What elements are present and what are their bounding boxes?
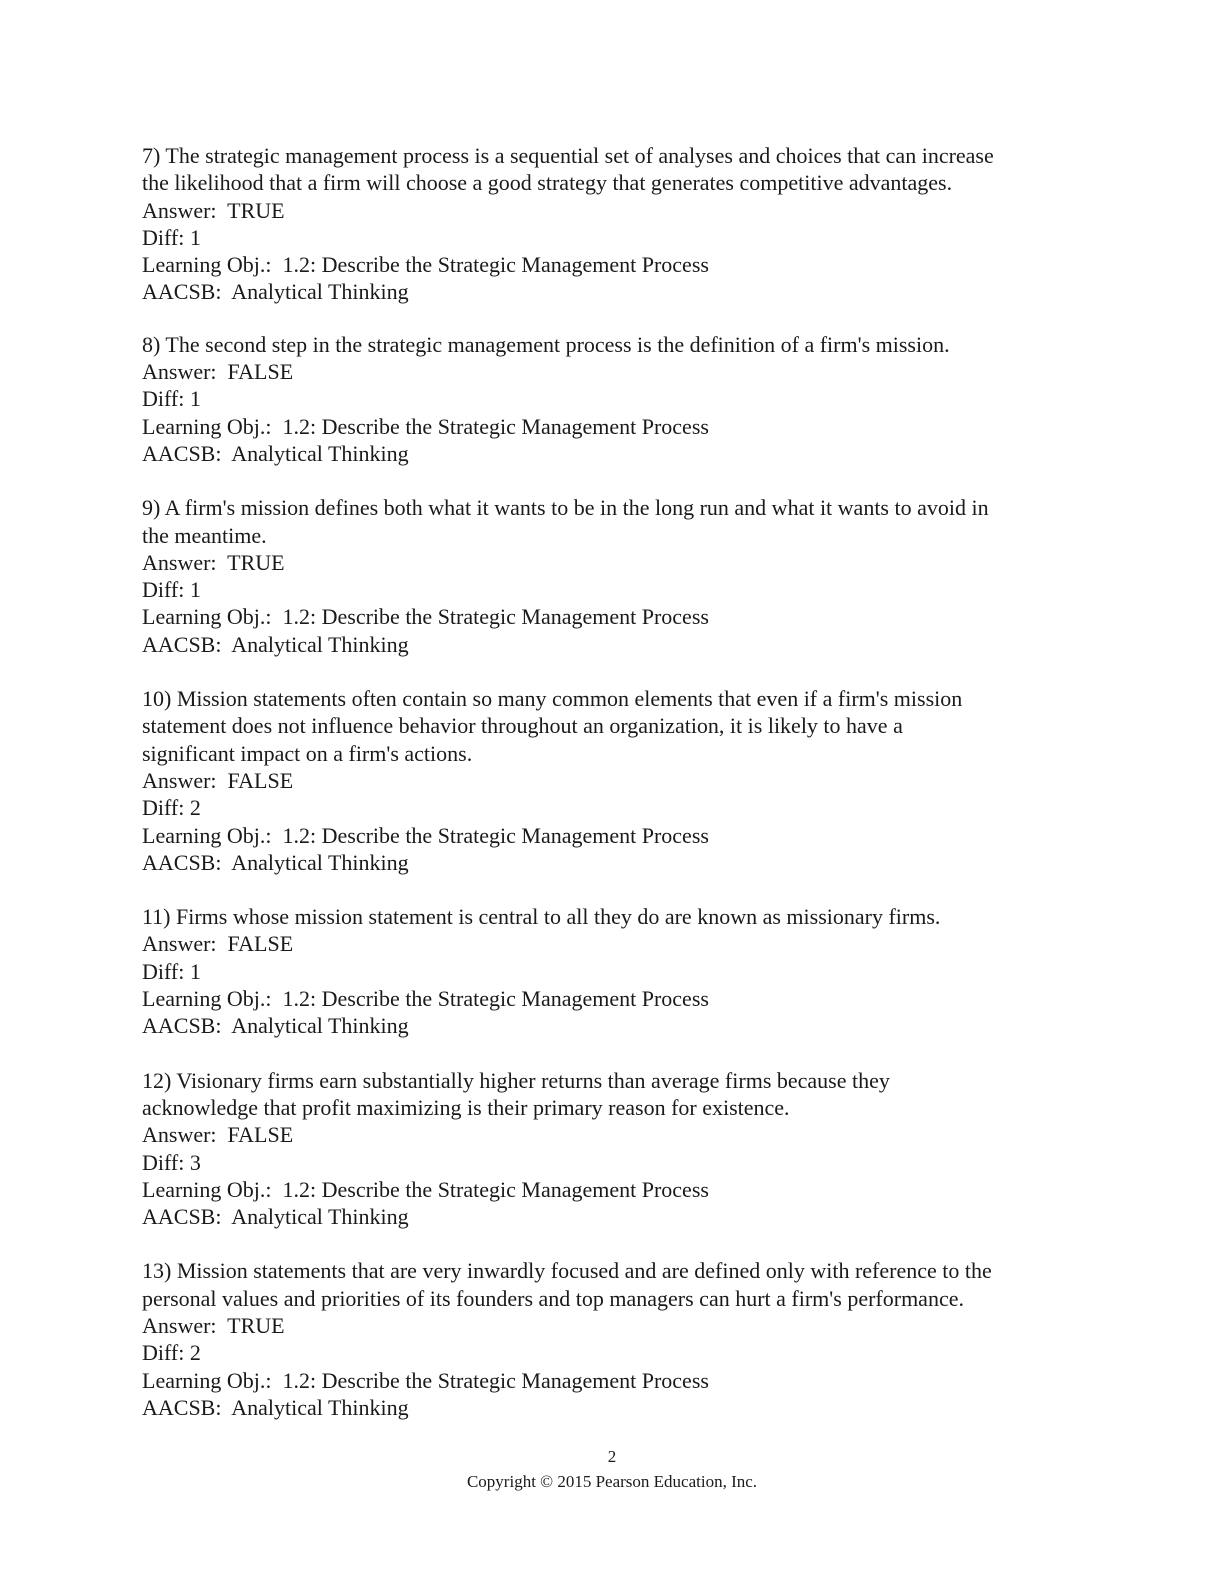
answer-line: Answer: FALSE bbox=[142, 359, 294, 385]
difficulty-line: Diff: 1 bbox=[142, 577, 201, 603]
question-text-line: statement does not influence behavior throughout an organization, it is likely to have a bbox=[142, 713, 903, 739]
aacsb-line: AACSB: Analytical Thinking bbox=[142, 440, 409, 466]
aacsb-line: AACSB: Analytical Thinking bbox=[142, 631, 409, 657]
learning-objective-line: Learning Obj.: 1.2: Describe the Strategic Management Process bbox=[142, 604, 709, 630]
aacsb-line: AACSB: Analytical Thinking bbox=[142, 279, 409, 305]
question-10 bbox=[142, 685, 1082, 876]
difficulty-line: Diff: 3 bbox=[142, 1149, 201, 1175]
question-12 bbox=[142, 1067, 1082, 1231]
question-list bbox=[142, 142, 1082, 1421]
question-text-line: 9) A firm's mission defines both what it wants to be in the long run and what it wants to avoid in bbox=[142, 495, 989, 521]
question-11 bbox=[142, 903, 1082, 1039]
question-text-line: 7) The strategic management process is a sequential set of analyses and choices that can increase bbox=[142, 143, 994, 168]
question-text-line: the meantime. bbox=[142, 522, 267, 548]
difficulty-line: Diff: 2 bbox=[142, 795, 201, 821]
answer-line: Answer: TRUE bbox=[142, 1312, 285, 1338]
question-text-line: 12) Visionary firms earn substantially higher returns than average firms because they bbox=[142, 1067, 890, 1093]
question-text-line: 11) Firms whose mission statement is central to all they do are known as missionary firms. bbox=[142, 904, 941, 930]
difficulty-line: Diff: 1 bbox=[142, 386, 201, 412]
aacsb-line: AACSB: Analytical Thinking bbox=[142, 849, 409, 875]
question-text-line: 8) The second step in the strategic management process is the definition of a firm's mission. bbox=[142, 331, 950, 357]
learning-objective-line: Learning Obj.: 1.2: Describe the Strategic Management Process bbox=[142, 822, 709, 848]
question-text-line: personal values and priorities of its founders and top managers can hurt a firm's performance. bbox=[142, 1285, 964, 1311]
question-text-line: significant impact on a firm's actions. bbox=[142, 740, 473, 766]
answer-line: Answer: FALSE bbox=[142, 1122, 294, 1148]
difficulty-line: Diff: 1 bbox=[142, 958, 201, 984]
question-text-line: the likelihood that a firm will choose a good strategy that generates competitive advantages. bbox=[142, 170, 953, 196]
question-7 bbox=[142, 142, 1082, 306]
answer-line: Answer: FALSE bbox=[142, 767, 294, 793]
aacsb-line: AACSB: Analytical Thinking bbox=[142, 1394, 409, 1420]
learning-objective-line: Learning Obj.: 1.2: Describe the Strategic Management Process bbox=[142, 252, 709, 278]
difficulty-line: Diff: 1 bbox=[142, 224, 201, 250]
aacsb-line: AACSB: Analytical Thinking bbox=[142, 1204, 409, 1230]
learning-objective-line: Learning Obj.: 1.2: Describe the Strategic Management Process bbox=[142, 986, 709, 1012]
difficulty-line: Diff: 2 bbox=[142, 1340, 201, 1366]
learning-objective-line: Learning Obj.: 1.2: Describe the Strategic Management Process bbox=[142, 1176, 709, 1202]
copyright-notice: Copyright © 2015 Pearson Education, Inc. bbox=[466, 1472, 758, 1491]
question-text-line: 13) Mission statements that are very inwardly focused and are defined only with reference to the bbox=[142, 1258, 992, 1284]
page-number: 2 bbox=[607, 1447, 617, 1466]
learning-objective-line: Learning Obj.: 1.2: Describe the Strategic Management Process bbox=[142, 1367, 709, 1393]
question-text-line: acknowledge that profit maximizing is their primary reason for existence. bbox=[142, 1094, 790, 1120]
learning-objective-line: Learning Obj.: 1.2: Describe the Strategic Management Process bbox=[142, 413, 709, 439]
answer-line: Answer: TRUE bbox=[142, 197, 285, 223]
question-9 bbox=[142, 494, 1082, 658]
question-8 bbox=[142, 331, 1082, 467]
aacsb-line: AACSB: Analytical Thinking bbox=[142, 1013, 409, 1039]
question-text-line: 10) Mission statements often contain so many common elements that even if a firm's mission bbox=[142, 686, 963, 712]
question-13 bbox=[142, 1257, 1082, 1421]
answer-line: Answer: FALSE bbox=[142, 931, 294, 957]
answer-line: Answer: TRUE bbox=[142, 549, 285, 575]
